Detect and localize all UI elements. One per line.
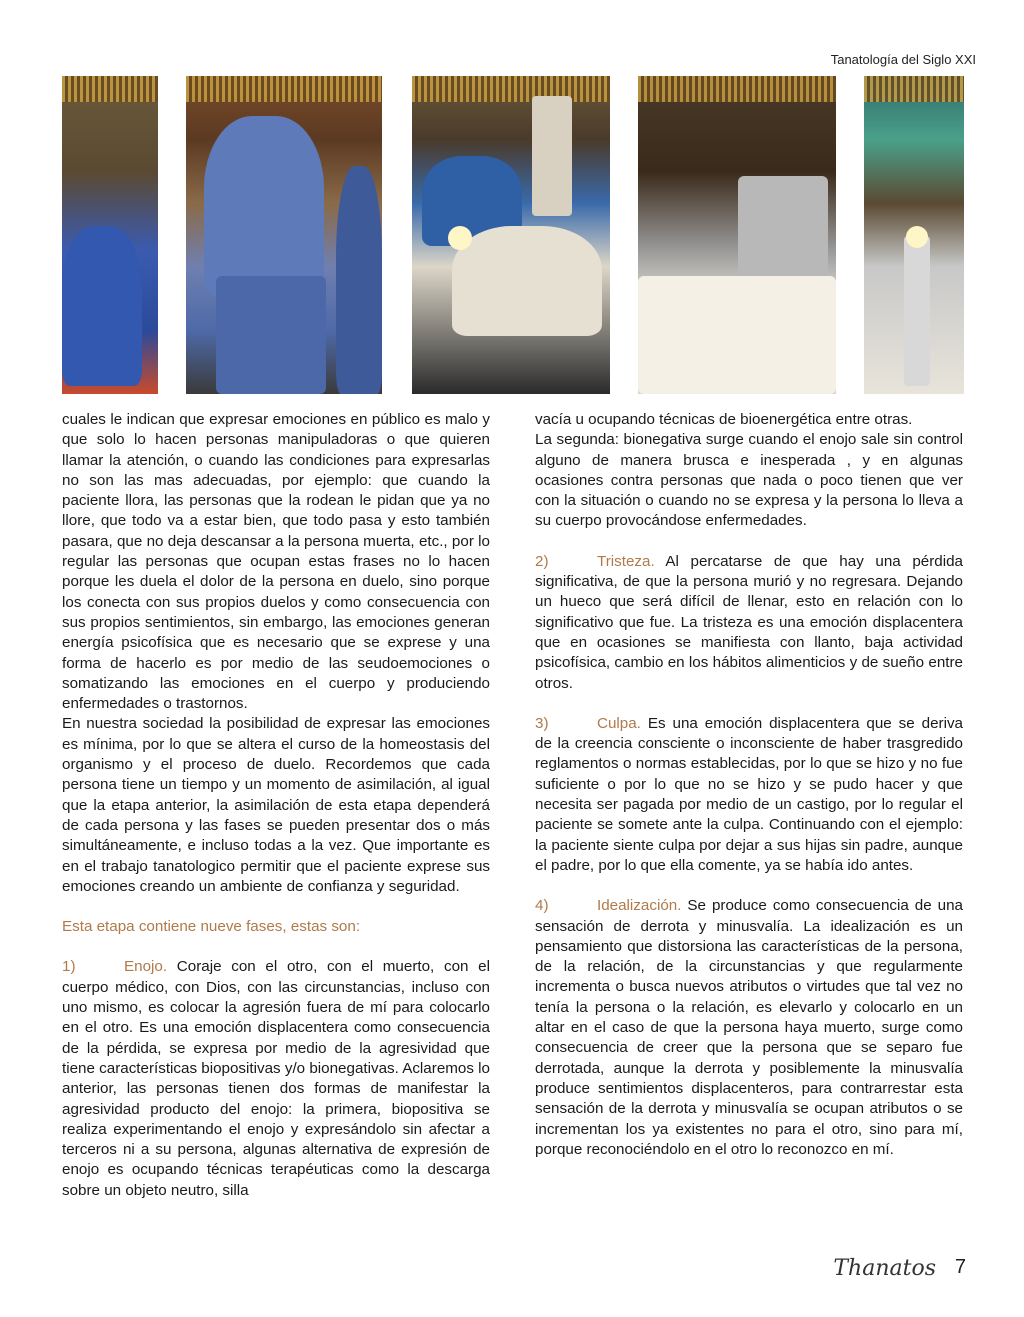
- item-text: Al percatarse de que hay una pérdida significativa, de que la persona murió y no regresara. Dejando un hueco que será difícil de llenar, esto en relación con lo significativo que fue. La tristeza es una emoción displacentera que en ocasiones se manifiesta con llanto, baja actividad psicofísica, cambio en los hábitos alimenticios y de sueño entre otros.: [535, 552, 963, 692]
- item-number: 4): [535, 897, 549, 915]
- phase-item-idealizacion: [535, 896, 963, 1160]
- item-number: 3): [535, 714, 549, 732]
- item-text: Se produce como consecuencia de una sensación de derrota y minusvalía. La idealización es un pensamiento que distorsiona las características de la persona, de la relación, de la circunstancias y que regularmente incrementa o busca nuevos atributos o virtudes que tal vez no tenía la persona o la relación, es elevarlo y colocarlo en un altar en el caso de que la persona haya muerto, surge como consecuencia de creer que la persona que se separo fue derrotada, aunque la derrota y posiblemente la minusvalía produce sentimientos displacenteros, para contrarrestar esta sensación de la derrota y minusvalía se ocupan atributos o se incrementan los ya existentes no para el otro, sino para mí, porque reconociéndolo en el otro lo reconozco en mí.: [535, 897, 963, 1158]
- item-number: 2): [535, 552, 549, 570]
- magazine-brand: Thanatos: [833, 1256, 936, 1281]
- running-header: Tanatología del Siglo XXI: [830, 52, 976, 67]
- item-text: Es una emoción displacentera que se deriva de la creencia consciente o inconsciente de haber trasgredido reglamentos o normas establecidas, por lo que se hizo y no fue suficiente o por lo que no se hizo y se pudo hacer y que necesita ser pagada por medio de un castigo, por lo regular el paciente se somete ante la culpa. Continuando con el ejemplo: la paciente siente culpa por dejar a sus hijas sin padre, aunque el padre, por lo que ella comente, ya se había ido antes.: [535, 714, 963, 874]
- paragraph: vacía u ocupando técnicas de bioenergética entre otras.: [535, 411, 913, 428]
- page-number: 7: [954, 1256, 966, 1278]
- item-text: Coraje con el otro, con el muerto, con el cuerpo médico, con Dios, con las circunstancias, incluso con uno mismo, es colocar la agresión fuera de mí para colocarlo en el otro. Es una emoción displacentera como consecuencia de la pérdida, se expresa por medio de la agresividad que tiene características biopositivas y/o bionegativas. Aclaremos lo anterior, las personas tienen dos formas de manifestar la agresividad producto del enojo: la primera, biopositiva se realiza experimentando el enojo y expresándolo sin afectar a terceros ni a su persona, algunas alternativa de expresión de enojo es ocupando técnicas terapéuticas como la descarga sobre un objeto neutro, silla: [62, 958, 490, 1199]
- item-number: 1): [62, 958, 76, 976]
- item-title: Idealización.: [597, 897, 682, 915]
- phase-item-tristeza: [535, 552, 963, 694]
- paragraph: cuales le indican que expresar emociones en público es malo y que solo lo hacen personas manipuladoras o que quieren llamar la atención, o cuando las condiciones para expresarlas no son las mas adecuadas, por ejemplo: que cuando la paciente llora, las personas que la rodean le pidan que ya no llore, que todo va a estar bien, que todo pasa y esto también pasara, que no deja descansar a la persona muerta, etc., por lo regular las personas que ocupan estas frases no lo hacen porque les duela el dolor de la persona en duelo, sino porque los conecta con sus propios duelos y como consecuencia con sus propios sentimientos, sin embargo, las emociones generan energía psicofísica que es necesario que se exprese y una forma de hacerlo es por medio de las seudoemociones o somatizando las emociones en el cuerpo y produciendo enfermedades o trastornos.: [62, 411, 490, 713]
- phase-item-culpa: [535, 714, 963, 876]
- funeral-photo-strip: [62, 76, 964, 394]
- photo-panel-2: [186, 76, 382, 394]
- phases-intro: Esta etapa contiene nueve fases, estas son:: [62, 918, 361, 936]
- photo-panel-4: [638, 76, 836, 394]
- right-column: [535, 410, 963, 1160]
- photo-panel-5: [864, 76, 964, 394]
- phase-item-enojo: [62, 957, 490, 1201]
- item-title: Enojo.: [124, 958, 168, 976]
- paragraph: En nuestra sociedad la posibilidad de expresar las emociones es mínima, por lo que se altera el curso de la homeostasis del organismo y el proceso de duelo. Recordemos que cada persona tiene un tiempo y un momento de asimilación, al igual que la etapa anterior, la asimilación de esta etapa dependerá de cada persona y las fases se pueden presentar dos o más simultáneamente, e incluso todas a la vez. Que importante es en el trabajo tanatologico permitir que el paciente exprese sus emociones creando un ambiente de confianza y seguridad.: [62, 715, 490, 895]
- paragraph: La segunda: bionegativa surge cuando el enojo sale sin control alguno de manera brusca e inesperada , y en algunas ocasiones contra personas que nada o poco tienen que ver con la situación o cuando no se expresa y la persona lo lleva a su cuerpo provocándose enfermedades.: [535, 431, 963, 530]
- left-column: [62, 410, 490, 1201]
- photo-panel-3: [412, 76, 610, 394]
- item-title: Culpa.: [597, 714, 641, 732]
- item-title: Tristeza.: [597, 552, 655, 570]
- photo-panel-1: [62, 76, 158, 394]
